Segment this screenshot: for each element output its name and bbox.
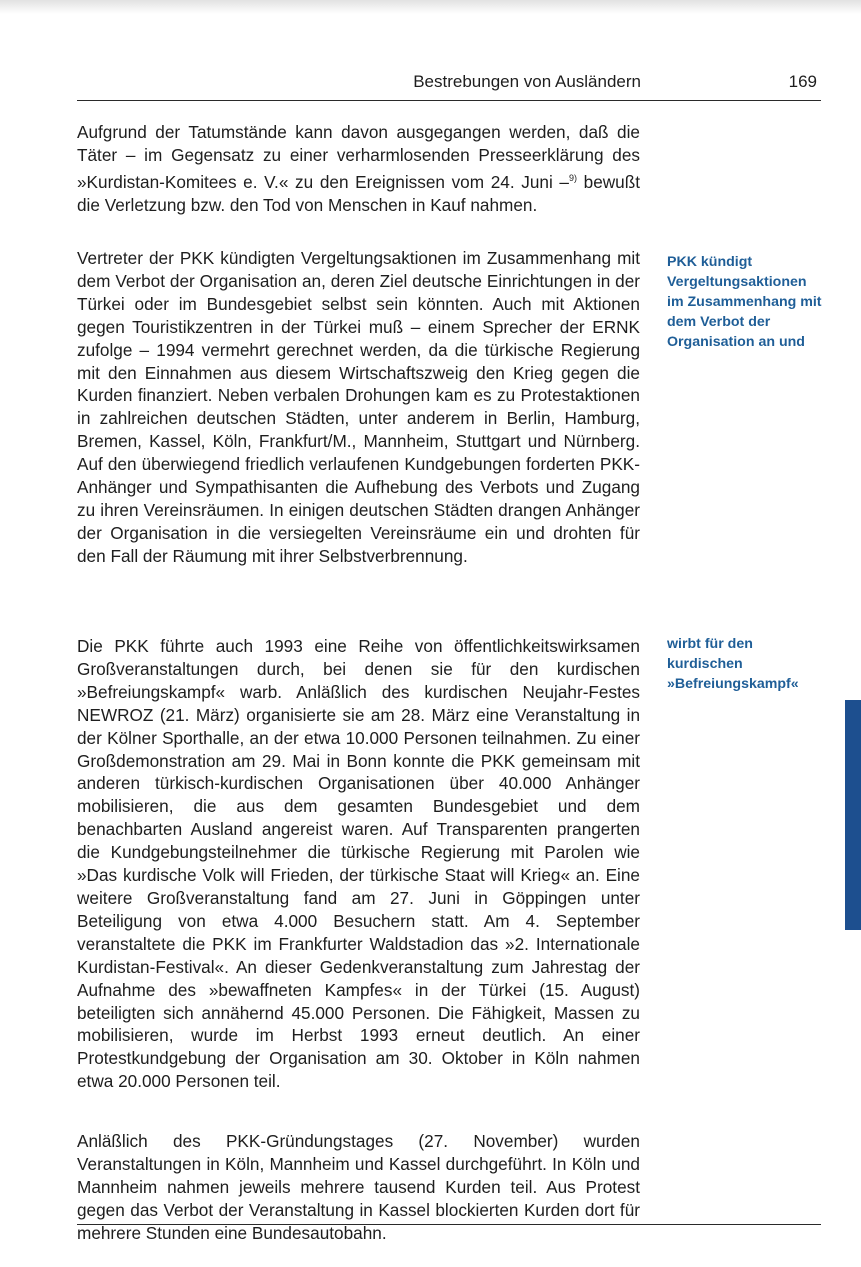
thumb-index-tab bbox=[845, 700, 861, 930]
body-paragraph-1 bbox=[77, 121, 640, 217]
body-paragraph-3: Die PKK führte auch 1993 eine Reihe von öffentlichkeitswirksamen Großveranstaltungen durch, bei denen sie für den kurdischen »Befreiungskampf« warb. Anläßlich des kurdischen Neujahr-Festes NEWROZ (21. März) organisierte sie am 28. März eine Veranstaltung in der Kölner Sporthalle, an der etwa 10.000 Personen teilnahmen. Zu einer Großdemonstration am 29. Mai in Bonn konnte die PKK gemeinsam mit anderen türkisch-kurdischen Organisationen über 40.000 Anhänger mobilisieren, die aus dem gesamten Bundesgebiet und dem benachbarten Ausland angereist waren. Auf Transparenten prangerten die Kundgebungsteilnehmer die türkische Regierung mit Parolen wie »Das kurdische Volk will Frieden, der türkische Staat will Krieg« an. Eine weitere Großveranstaltung fand am 27. Juni in Göppingen unter Beteiligung von etwa 4.000 Besuchern statt. Am 4. September veranstaltete die PKK im Frankfurter Waldstadion das »2. Internationale Kurdistan-Festival«. An dieser Gedenkveranstaltung zum Jahrestag der Aufnahme des »bewaffneten Kampfes« in der Türkei (15. August) beteiligten sich annähernd 45.000 Personen. Die Fähigkeit, Massen zu mobilisieren, wurde im Herbst 1993 erneut deutlich. An einer Protestkundgebung der Organisation am 30. Oktober in Köln nahmen etwa 20.000 Personen teil. bbox=[77, 636, 640, 1092]
scan-edge bbox=[0, 0, 861, 14]
paragraph-text: bewußt die Verletzung bzw. den Tod von Menschen in Kauf nahmen. bbox=[77, 171, 641, 215]
header-title: Bestrebungen von Ausländern bbox=[413, 72, 641, 91]
footnote-reference[interactable]: 9) bbox=[568, 172, 577, 183]
paragraph-text: Aufgrund der Tatumstände kann davon ausgegangen werden, daß die Täter – im Gegensatz zu einer verharmlosenden Presseerklärung des »Kurdistan-Komitees e. V.« zu den Ereignissen vom 24. Juni – bbox=[77, 122, 640, 192]
header-rule bbox=[77, 100, 821, 101]
margin-note-1: PKK kündigt Vergeltungsaktionen im Zusammenhang mit dem Verbot der Organisation an und bbox=[667, 254, 822, 351]
margin-note-2: wirbt für den kurdischen »Befreiungskampf« bbox=[667, 636, 799, 693]
body-paragraph-2: Vertreter der PKK kündigten Vergeltungsaktionen im Zusammenhang mit dem Verbot der Organisation an, deren Ziel deutsche Einrichtungen in der Türkei oder im Bundesgebiet selbst sein könnten. Auch mit Aktionen gegen Touristikzentren in der Türkei muß – einem Sprecher der ERNK zufolge – 1994 vermehrt gerechnet werden, da die türkische Regierung mit den Einnahmen aus diesem Wirtschaftszweig den Krieg gegen die Kurden finanziert. Neben verbalen Drohungen kam es zu Protestaktionen in zahlreichen deutschen Städten, unter anderem in Berlin, Hamburg, Bremen, Kassel, Köln, Frankfurt/M., Mannheim, Stuttgart und Nürnberg. Auf den überwiegend friedlich verlaufenen Kundgebungen forderten PKK-Anhänger und Sympathisanten die Aufhebung des Verbots und Zugang zu ihren Vereinsräumen. In einigen deutschen Städten drangen Anhänger der Organisation in die versiegelten Vereinsräume ein und drohten für den Fall der Räumung mit ihrer Selbstverbrennung. bbox=[77, 248, 640, 566]
body-paragraph-4: Anläßlich des PKK-Gründungstages (27. November) wurden Veranstaltungen in Köln, Mannheim und Kassel durchgeführt. In Köln und Mannheim nahmen jeweils mehrere tausend Kurden teil. Aus Protest gegen das Verbot der Veranstaltung in Kassel blockierten Kurden dort für mehrere Stunden eine Bundesautobahn. bbox=[77, 1131, 640, 1243]
page-number: 169 bbox=[788, 72, 817, 91]
footer-rule bbox=[77, 1224, 821, 1225]
running-header bbox=[77, 70, 821, 98]
